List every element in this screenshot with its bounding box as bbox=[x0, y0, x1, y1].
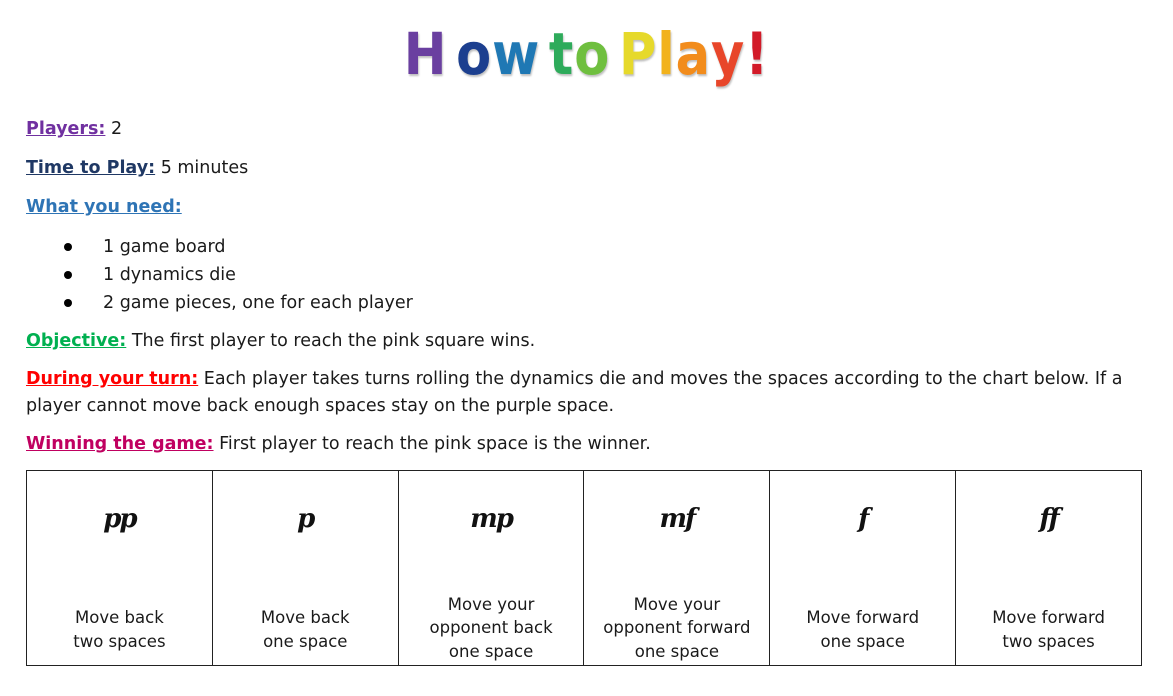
players-line bbox=[26, 116, 122, 142]
time-line bbox=[26, 155, 248, 181]
dynamics-cell-pp bbox=[27, 471, 213, 666]
list-item-text: 1 game board bbox=[103, 237, 226, 257]
title-letter: a bbox=[675, 20, 711, 88]
title-letter: P bbox=[618, 20, 658, 88]
table-row bbox=[27, 471, 1142, 666]
description-line: one space bbox=[820, 631, 905, 651]
list-item-text: 2 game pieces, one for each player bbox=[103, 293, 413, 313]
description-line: Move your bbox=[633, 594, 721, 614]
list-item-text: 1 dynamics die bbox=[103, 265, 236, 285]
dynamics-cell-mp bbox=[398, 471, 584, 666]
description-line: Move back bbox=[260, 608, 350, 627]
title-letter bbox=[447, 18, 456, 90]
title-letter: ! bbox=[745, 20, 770, 88]
players-value: 2 bbox=[105, 119, 123, 139]
title-letter: t bbox=[548, 20, 575, 88]
description-line: Move back bbox=[75, 608, 164, 627]
turn-line bbox=[26, 366, 1151, 420]
turn-label: During your turn: bbox=[26, 369, 199, 389]
dynamics-description bbox=[213, 606, 398, 653]
list-item bbox=[60, 261, 413, 289]
bullet-icon bbox=[64, 243, 72, 251]
winning-line bbox=[26, 431, 651, 457]
winning-value: First player to reach the pink space is the winner. bbox=[213, 434, 651, 454]
description-line: one space bbox=[263, 631, 348, 651]
dynamics-description bbox=[956, 606, 1141, 653]
players-label: Players: bbox=[26, 119, 106, 139]
description-line: Move forward bbox=[992, 608, 1105, 627]
page-title bbox=[70, 18, 1102, 90]
need-list bbox=[60, 233, 413, 317]
description-line: two spaces bbox=[73, 631, 166, 651]
list-item bbox=[60, 289, 413, 317]
winning-label: Winning the game: bbox=[26, 434, 214, 454]
objective-label: Objective: bbox=[26, 331, 127, 351]
title-letter: H bbox=[403, 20, 448, 88]
dynamics-description bbox=[770, 606, 955, 653]
bullet-icon bbox=[64, 271, 72, 279]
dynamics-symbol: p bbox=[297, 504, 314, 534]
description-line: Move forward bbox=[806, 608, 920, 627]
objective-value: The first player to reach the pink square wins. bbox=[126, 331, 536, 351]
title-letter: w bbox=[492, 20, 541, 88]
dynamics-symbol: f bbox=[858, 504, 868, 534]
title-letter: o bbox=[456, 20, 493, 88]
title-letter: y bbox=[710, 20, 746, 88]
time-label: Time to Play: bbox=[26, 158, 156, 178]
dynamics-description bbox=[399, 593, 584, 664]
bullet-icon bbox=[64, 299, 72, 307]
dynamics-cell-p bbox=[212, 471, 398, 666]
description-line: opponent back bbox=[429, 618, 553, 637]
dynamics-description bbox=[27, 606, 212, 653]
objective-line bbox=[26, 328, 535, 354]
dynamics-symbol: mp bbox=[470, 504, 512, 534]
list-item bbox=[60, 233, 413, 261]
dynamics-symbol: ff bbox=[1039, 504, 1058, 534]
dynamics-symbol: pp bbox=[103, 504, 136, 534]
turn-value: Each player takes turns rolling the dynamics die and moves the spaces according to the chart below. If a player cannot move back enough spaces stay on the purple space. bbox=[26, 369, 1123, 416]
dynamics-symbol: mf bbox=[659, 504, 695, 534]
description-line: two spaces bbox=[1002, 631, 1095, 651]
title-letter: l bbox=[657, 20, 676, 88]
time-value: 5 minutes bbox=[155, 158, 249, 178]
title-letter bbox=[610, 18, 619, 90]
description-line: opponent forward bbox=[603, 618, 751, 637]
title-letter: o bbox=[574, 20, 611, 88]
dynamics-description bbox=[584, 593, 769, 664]
need-line bbox=[26, 194, 182, 220]
description-line: Move your bbox=[447, 594, 535, 614]
description-line: one space bbox=[448, 641, 534, 661]
dynamics-table bbox=[26, 470, 1142, 666]
dynamics-cell-ff bbox=[956, 471, 1142, 666]
need-label: What you need: bbox=[26, 197, 182, 217]
description-line: one space bbox=[634, 641, 720, 661]
title-letter bbox=[540, 18, 549, 90]
dynamics-cell-f bbox=[770, 471, 956, 666]
dynamics-cell-mf bbox=[584, 471, 770, 666]
